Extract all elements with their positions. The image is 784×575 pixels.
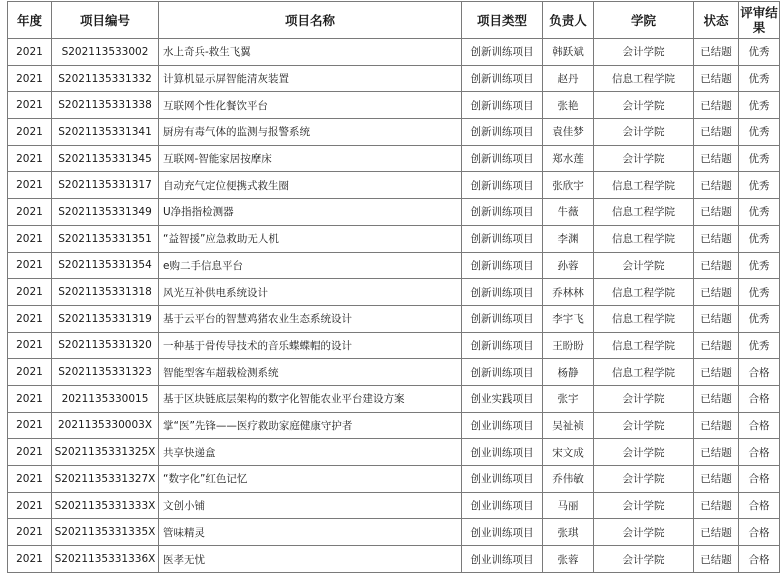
cell-review-result: 优秀	[739, 252, 780, 279]
cell-college: 信息工程学院	[594, 359, 694, 386]
cell-project-name: U净指指检测器	[159, 199, 462, 226]
table-row	[8, 199, 780, 226]
cell-project-name: 共享快递盒	[159, 439, 462, 466]
cell-leader: 郑水莲	[543, 145, 594, 172]
cell-status: 已结题	[694, 546, 739, 573]
cell-project-id: S2021135331341	[52, 119, 159, 146]
cell-college: 信息工程学院	[594, 279, 694, 306]
cell-project-name: 文创小铺	[159, 492, 462, 519]
cell-year: 2021	[8, 546, 52, 573]
cell-college: 会计学院	[594, 519, 694, 546]
cell-college: 信息工程学院	[594, 172, 694, 199]
cell-year: 2021	[8, 439, 52, 466]
project-table	[7, 1, 780, 573]
cell-college: 信息工程学院	[594, 332, 694, 359]
cell-project-name: “益智援”应急救助无人机	[159, 225, 462, 252]
cell-year: 2021	[8, 385, 52, 412]
cell-project-type: 创新训练项目	[462, 65, 543, 92]
cell-leader: 牛薇	[543, 199, 594, 226]
cell-project-id: S2021135331317	[52, 172, 159, 199]
cell-project-type: 创业训练项目	[462, 519, 543, 546]
cell-project-type: 创业实践项目	[462, 385, 543, 412]
cell-project-id: S2021135331336X	[52, 546, 159, 573]
cell-project-name: 互联网个性化餐饮平台	[159, 92, 462, 119]
cell-leader: 张琪	[543, 519, 594, 546]
cell-project-id: S202113533002	[52, 39, 159, 66]
cell-college: 会计学院	[594, 385, 694, 412]
cell-year: 2021	[8, 225, 52, 252]
cell-status: 已结题	[694, 172, 739, 199]
cell-leader: 乔林林	[543, 279, 594, 306]
cell-status: 已结题	[694, 332, 739, 359]
cell-year: 2021	[8, 39, 52, 66]
table-row	[8, 385, 780, 412]
cell-college: 会计学院	[594, 492, 694, 519]
cell-leader: 张欣宇	[543, 172, 594, 199]
cell-status: 已结题	[694, 305, 739, 332]
cell-project-name: 风光互补供电系统设计	[159, 279, 462, 306]
cell-project-type: 创新训练项目	[462, 332, 543, 359]
cell-project-type: 创新训练项目	[462, 279, 543, 306]
header-review-result: 评审结果	[739, 2, 780, 39]
cell-project-name: 医孝无忧	[159, 546, 462, 573]
table-row	[8, 546, 780, 573]
cell-project-name: 掌“医”先锋——医疗救助家庭健康守护者	[159, 412, 462, 439]
cell-project-type: 创业训练项目	[462, 439, 543, 466]
cell-project-id: S2021135331333X	[52, 492, 159, 519]
cell-project-id: S2021135331338	[52, 92, 159, 119]
cell-college: 信息工程学院	[594, 199, 694, 226]
header-project-type: 项目类型	[462, 2, 543, 39]
header-project-name: 项目名称	[159, 2, 462, 39]
cell-year: 2021	[8, 412, 52, 439]
cell-project-type: 创新训练项目	[462, 199, 543, 226]
cell-year: 2021	[8, 466, 52, 493]
cell-review-result: 优秀	[739, 172, 780, 199]
cell-leader: 宋文成	[543, 439, 594, 466]
cell-leader: 王盼盼	[543, 332, 594, 359]
cell-status: 已结题	[694, 39, 739, 66]
cell-status: 已结题	[694, 385, 739, 412]
cell-status: 已结题	[694, 252, 739, 279]
cell-status: 已结题	[694, 412, 739, 439]
cell-project-id: S2021135331318	[52, 279, 159, 306]
cell-project-name: 基于云平台的智慧鸡猪农业生态系统设计	[159, 305, 462, 332]
cell-review-result: 优秀	[739, 65, 780, 92]
cell-project-type: 创业训练项目	[462, 492, 543, 519]
cell-year: 2021	[8, 145, 52, 172]
cell-college: 会计学院	[594, 439, 694, 466]
cell-status: 已结题	[694, 65, 739, 92]
cell-review-result: 合格	[739, 546, 780, 573]
cell-review-result: 优秀	[739, 199, 780, 226]
cell-project-name: 基于区块链底层架构的数字化智能农业平台建设方案	[159, 385, 462, 412]
table-row	[8, 172, 780, 199]
table-body	[8, 39, 780, 573]
cell-status: 已结题	[694, 119, 739, 146]
cell-leader: 孙蓉	[543, 252, 594, 279]
cell-project-name: “数字化”红色记忆	[159, 466, 462, 493]
cell-leader: 吴祉祯	[543, 412, 594, 439]
cell-review-result: 优秀	[739, 225, 780, 252]
cell-year: 2021	[8, 519, 52, 546]
cell-review-result: 优秀	[739, 39, 780, 66]
cell-project-name: 一种基于骨传导技术的音乐蝶蝶帽的设计	[159, 332, 462, 359]
cell-review-result: 合格	[739, 385, 780, 412]
cell-leader: 张蓉	[543, 546, 594, 573]
cell-project-type: 创新训练项目	[462, 145, 543, 172]
cell-year: 2021	[8, 279, 52, 306]
table-row	[8, 439, 780, 466]
cell-project-id: 2021135330003X	[52, 412, 159, 439]
table-row	[8, 225, 780, 252]
table-row	[8, 119, 780, 146]
cell-college: 会计学院	[594, 145, 694, 172]
cell-project-type: 创业训练项目	[462, 412, 543, 439]
table-row	[8, 305, 780, 332]
cell-project-id: S2021135331354	[52, 252, 159, 279]
cell-college: 会计学院	[594, 119, 694, 146]
cell-status: 已结题	[694, 492, 739, 519]
cell-status: 已结题	[694, 199, 739, 226]
table-row	[8, 359, 780, 386]
cell-status: 已结题	[694, 519, 739, 546]
cell-project-id: S2021135331345	[52, 145, 159, 172]
cell-project-type: 创业训练项目	[462, 466, 543, 493]
cell-status: 已结题	[694, 439, 739, 466]
header-year: 年度	[8, 2, 52, 39]
cell-project-id: S2021135331349	[52, 199, 159, 226]
cell-project-name: e购二手信息平台	[159, 252, 462, 279]
header-leader: 负责人	[543, 2, 594, 39]
table-row	[8, 466, 780, 493]
cell-project-id: S2021135331325X	[52, 439, 159, 466]
cell-status: 已结题	[694, 466, 739, 493]
table-header	[8, 2, 780, 39]
cell-project-type: 创新训练项目	[462, 92, 543, 119]
cell-review-result: 合格	[739, 439, 780, 466]
cell-leader: 韩跃斌	[543, 39, 594, 66]
table-row	[8, 332, 780, 359]
cell-status: 已结题	[694, 359, 739, 386]
cell-leader: 李渊	[543, 225, 594, 252]
cell-project-name: 智能型客车超载检测系统	[159, 359, 462, 386]
cell-year: 2021	[8, 332, 52, 359]
table-row	[8, 519, 780, 546]
cell-year: 2021	[8, 199, 52, 226]
cell-project-id: S2021135331335X	[52, 519, 159, 546]
cell-review-result: 优秀	[739, 332, 780, 359]
cell-college: 会计学院	[594, 412, 694, 439]
cell-college: 会计学院	[594, 546, 694, 573]
cell-review-result: 合格	[739, 359, 780, 386]
cell-college: 信息工程学院	[594, 65, 694, 92]
cell-project-id: S2021135331323	[52, 359, 159, 386]
cell-leader: 李宇飞	[543, 305, 594, 332]
cell-leader: 袁佳梦	[543, 119, 594, 146]
cell-year: 2021	[8, 65, 52, 92]
cell-college: 会计学院	[594, 466, 694, 493]
cell-project-id: S2021135331320	[52, 332, 159, 359]
cell-project-type: 创新训练项目	[462, 39, 543, 66]
cell-review-result: 合格	[739, 412, 780, 439]
table-row	[8, 252, 780, 279]
cell-review-result: 优秀	[739, 145, 780, 172]
cell-project-id: S2021135331319	[52, 305, 159, 332]
cell-project-type: 创业训练项目	[462, 546, 543, 573]
cell-project-id: 2021135330015	[52, 385, 159, 412]
cell-college: 会计学院	[594, 92, 694, 119]
cell-review-result: 优秀	[739, 279, 780, 306]
cell-status: 已结题	[694, 92, 739, 119]
cell-review-result: 优秀	[739, 92, 780, 119]
cell-review-result: 优秀	[739, 119, 780, 146]
cell-project-name: 互联网-智能家居按摩床	[159, 145, 462, 172]
cell-leader: 张艳	[543, 92, 594, 119]
cell-project-type: 创新训练项目	[462, 305, 543, 332]
cell-project-name: 厨房有毒气体的监测与报警系统	[159, 119, 462, 146]
cell-review-result: 合格	[739, 492, 780, 519]
table-row	[8, 39, 780, 66]
cell-review-result: 合格	[739, 519, 780, 546]
header-college: 学院	[594, 2, 694, 39]
cell-project-type: 创新训练项目	[462, 252, 543, 279]
cell-review-result: 合格	[739, 466, 780, 493]
table-row	[8, 145, 780, 172]
cell-project-name: 计算机显示屏智能清灰装置	[159, 65, 462, 92]
cell-project-id: S2021135331332	[52, 65, 159, 92]
cell-leader: 马丽	[543, 492, 594, 519]
cell-status: 已结题	[694, 279, 739, 306]
cell-project-type: 创新训练项目	[462, 225, 543, 252]
cell-year: 2021	[8, 172, 52, 199]
cell-project-id: S2021135331351	[52, 225, 159, 252]
cell-leader: 赵丹	[543, 65, 594, 92]
cell-year: 2021	[8, 492, 52, 519]
table-row	[8, 412, 780, 439]
cell-college: 会计学院	[594, 39, 694, 66]
cell-year: 2021	[8, 252, 52, 279]
cell-project-type: 创新训练项目	[462, 359, 543, 386]
cell-project-name: 管味精灵	[159, 519, 462, 546]
cell-project-id: S2021135331327X	[52, 466, 159, 493]
header-project-id: 项目编号	[52, 2, 159, 39]
table-row	[8, 92, 780, 119]
cell-college: 信息工程学院	[594, 225, 694, 252]
header-status: 状态	[694, 2, 739, 39]
cell-review-result: 优秀	[739, 305, 780, 332]
cell-year: 2021	[8, 119, 52, 146]
cell-leader: 乔伟敏	[543, 466, 594, 493]
table-row	[8, 279, 780, 306]
table-row	[8, 65, 780, 92]
cell-leader: 杨静	[543, 359, 594, 386]
cell-project-name: 水上奇兵-救生飞翼	[159, 39, 462, 66]
cell-project-name: 自动充气定位便携式救生圈	[159, 172, 462, 199]
cell-leader: 张宇	[543, 385, 594, 412]
cell-year: 2021	[8, 305, 52, 332]
cell-status: 已结题	[694, 225, 739, 252]
cell-college: 会计学院	[594, 252, 694, 279]
cell-year: 2021	[8, 92, 52, 119]
cell-year: 2021	[8, 359, 52, 386]
cell-college: 信息工程学院	[594, 305, 694, 332]
table-row	[8, 492, 780, 519]
cell-status: 已结题	[694, 145, 739, 172]
cell-project-type: 创新训练项目	[462, 172, 543, 199]
cell-project-type: 创新训练项目	[462, 119, 543, 146]
